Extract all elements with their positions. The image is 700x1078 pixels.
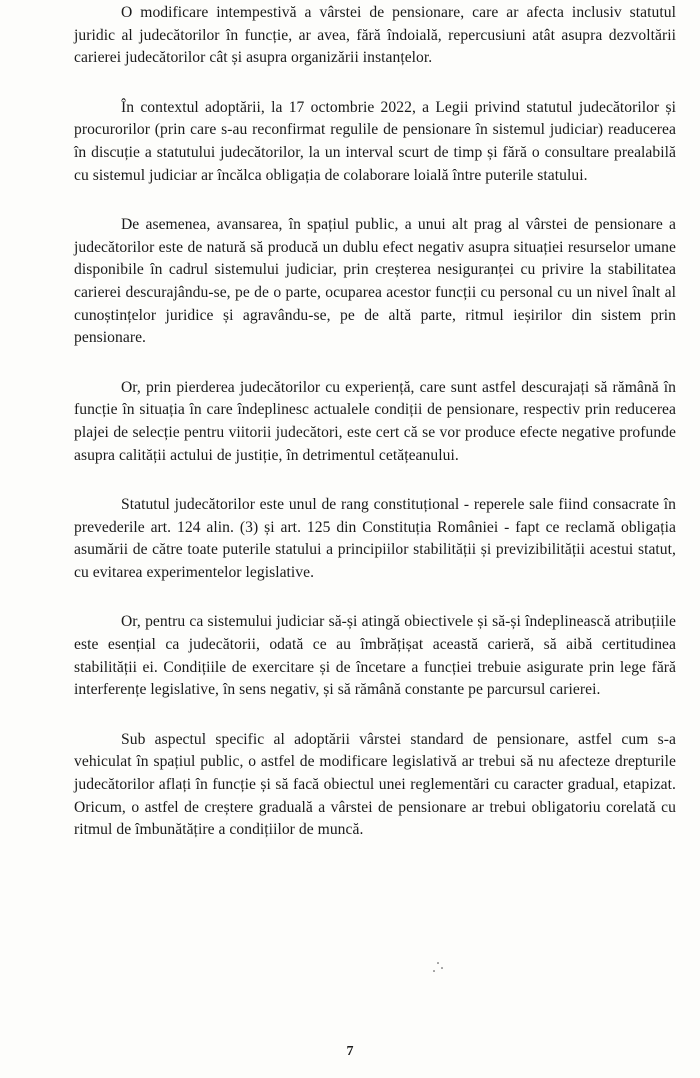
scan-speck (433, 970, 435, 972)
paragraph-5: Statutul judecătorilor este unul de rang constituțional - reperele sale fiind consacrate în prevederile art. 124 alin. (3) și art. 125 din Constituția României - fapt ce reclamă obligația asumării de către toate puterile statului a principiilor stabilității și previzibilității acestui statut, cu evitarea experimentelor legislative. (74, 496, 676, 581)
paragraph-1: O modificare intempestivă a vârstei de pensionare, care ar afecta inclusiv statutul juridic al judecătorilor în funcție, ar avea, fără îndoială, repercusiuni atât asupra dezvoltării carierei judecătorilor cât și asupra organizării instanțelor. (74, 4, 676, 67)
paragraph-3: De asemenea, avansarea, în spațiul public, a unui alt prag al vârstei de pensionare a judecătorilor este de natură să producă un dublu efect negativ asupra situației resurselor umane disponibile în cadrul sistemului judiciar, prin creșterea nesiguranței cu privire la stabilitatea carierei descurajându-se, pe de o parte, ocuparea acestor funcții cu personal cu un nivel înalt al cunoștințelor juridice și agravându-se, pe de altă parte, ritmul ieșirilor din sistem prin pensionare. (74, 216, 676, 347)
scan-speck (441, 967, 443, 969)
page-number: 7 (346, 1044, 354, 1059)
paragraph-7: Sub aspectul specific al adoptării vârstei standard de pensionare, astfel cum s-a vehiculat în spațiul public, o astfel de modificare legislativă ar trebui să nu afecteze drepturile judecătorilor aflați în funcție și să facă obiectul unei reglementări cu caracter gradual, etapizat. Oricum, o astfel de creștere graduală a vârstei de pensionare ar trebui obligatoriu corelată cu ritmul de îmbunătățire a condițiilor de muncă. (74, 730, 676, 839)
paragraph-6: Or, pentru ca sistemului judiciar să-și atingă obiectivele și să-și îndeplinească atribuțiile este esențial ca judecătorii, odată ce au îmbrățișat această carieră, să aibă certitudinea stabilității ei. Condițiile de exercitare și de încetare a funcției trebuie asigurate prin lege fără interferențe legislative, în sens negativ, și să rămână constante pe parcursul carierei. (74, 613, 676, 699)
paragraph-4: Or, prin pierderea judecătorilor cu experiență, care sunt astfel descurajați să rămână în funcție în situația în care îndeplinesc actualele condiții de pensionare, respectiv prin reducerea plajei de selecție pentru viitorii judecători, este cert că se vor produce efecte negative profunde asupra calității actului de justiție, în detrimentul cetățeanului. (74, 378, 676, 464)
paragraph-2: În contextul adoptării, la 17 octombrie 2022, a Legii privind statutul judecătorilor și procurorilor (prin care s-au reconfirmat regulile de pensionare în sistemul judiciar) readucerea în discuție a statutului judecătorilor, la un interval scurt de timp și fără o consultare prealabilă cu sistemul judiciar ar încălca obligația de colaborare loială între puterile statului. (74, 98, 676, 184)
scan-speck (437, 962, 439, 964)
document-body (74, 2, 676, 869)
